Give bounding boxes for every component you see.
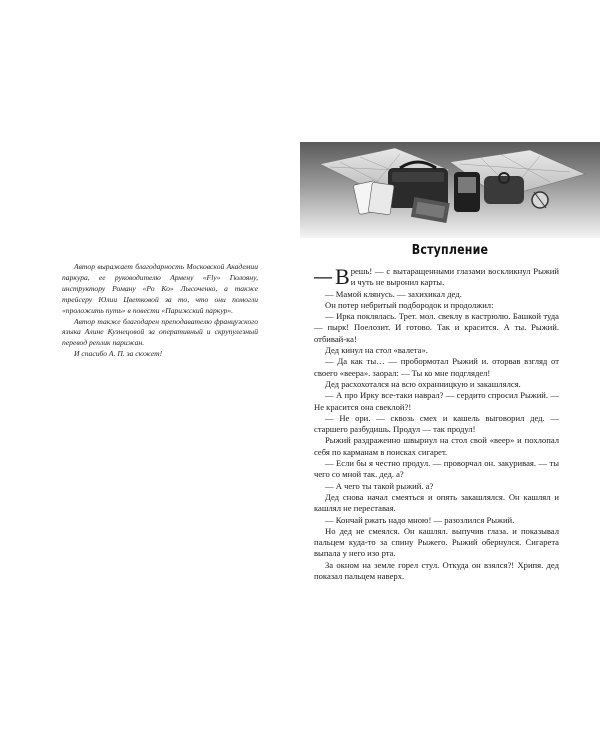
dropcap-letter: В: [335, 264, 350, 289]
acknowledgement-paragraph: И спасибо А. П. за сюжет!: [74, 349, 163, 359]
body-paragraph: — Если бы я честно продул. — проворчал он. закуривая. — ты чего со мной так. дед. а?: [314, 458, 559, 480]
right-page: [300, 0, 600, 750]
body-paragraph: — Не ори. — сквозь смех и кашель выговорил дед. — старшего разбудишь. Продул — так продул!: [314, 412, 559, 435]
body-paragraph: Дед расхохотался на всю охранницкую и закашлялся.: [325, 378, 521, 389]
body-paragraph: — Мамой клянусь. — захихикал дед.: [325, 288, 462, 299]
body-paragraph: Дед кинул на стол «валета».: [325, 345, 428, 356]
body-paragraph: — Ирка поклялась. Трет. мол. свеклу в кастрюлю. Башкой туда — пырк! Поелозит. И готово. Так и красится. А ты. Рыжий. отбивай-ка!: [314, 311, 559, 344]
map-cards-phone-collage-icon: [300, 142, 600, 238]
body-paragraph: За окном на земле горел стул. Откуда он взялся?! Хрипя. дед показал пальцем наверх.: [314, 559, 559, 582]
acknowledgements: [62, 262, 258, 360]
body-paragraph: — А чего ты такой рыжий. а?: [325, 480, 434, 491]
acknowledgement-paragraph: Автор выражает благодарность Московской Академии паркура, ее руководителю Армену «Fly» Гюлояну, инструктору Роману «Ро Ко» Лысоченко, а также трейсеру Юлии Цветковой за то, что они помогли «проложить путь» в повести «Парижский паркур».: [62, 262, 258, 315]
body-paragraph: Он потер небритый подбородок и продолжил:: [325, 299, 494, 310]
first-paragraph-text: решь! — с вытаращенными глазами воскликнул Рыжий и чуть не выронил карты.: [350, 266, 559, 288]
body-paragraph: Рыжий раздраженно швырнул на стол свой «веер» и похлопал себя по карманам в поисках сигарет.: [314, 435, 559, 457]
body-paragraph: — Да как ты… — пробормотал Рыжий и. оторвав взгляд от своего «веера». заорал: — Ты ко мне подглядел!: [314, 356, 559, 378]
acknowledgement-paragraph: Автор также благодарен преподавателю французского языка Алине Кузнецовой за оперативный и скрупулезный перевод реплик парижан.: [62, 316, 258, 348]
body-paragraph: Но дед не смеялся. Он кашлял. выпучив глаза. и показывал пальцем куда-то за спину Рыжего. Рыжий обернулся. Сигарета выпала у него изо рта.: [314, 525, 559, 559]
body-paragraph: Дед снова начал смеяться и опять закашлялся. Он кашлял и кашлял не переставая.: [314, 491, 559, 514]
first-paragraph: [314, 266, 559, 289]
body-paragraph: — А про Ирку все-таки наврал? — сердито спросил Рыжий. — Не красится она свеклой?!: [314, 390, 559, 412]
chapter-body-text: [314, 266, 559, 582]
dropcap-dash: —: [314, 266, 332, 286]
chapter-title: Вступление: [411, 242, 489, 258]
chapter-banner-illustration: [300, 142, 600, 238]
body-paragraph: — Кончай ржать надо мною! — разозлился Рыжий.: [325, 514, 515, 525]
